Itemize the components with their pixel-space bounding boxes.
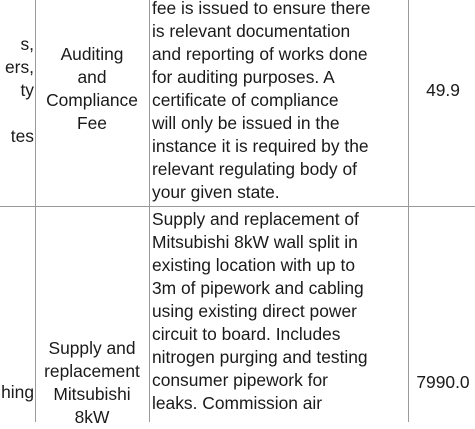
row-1-edge-text: s, ers, ty tes — [5, 34, 34, 146]
row-1-description-cell: fee is issued to ensure there is relevant documentation and reporting of works done for auditing purposes. A certificate of compliance will only be issued in the instance it is required by the relevant regulating body of your given state. — [152, 0, 371, 202]
row-2-edge-text: hing — [1, 382, 34, 402]
row-divider — [0, 206, 475, 207]
column-divider — [149, 0, 150, 422]
row-1-item-cell: Auditing and Compliance Fee — [46, 44, 138, 133]
row-1-price-cell: 49.9 — [426, 80, 460, 100]
row-2-description-cell: Supply and replacement of Mitsubishi 8kW wall split in existing location with up to 3m of pipework and cabling using existing direct power circuit to board. Includes nitrogen purging and testing consumer pipework for leaks. Commission air — [152, 209, 368, 413]
row-2-item-cell: Supply and replacement Mitsubishi 8kW — [44, 338, 140, 427]
row-2-price-cell: 7990.0 — [416, 372, 470, 392]
